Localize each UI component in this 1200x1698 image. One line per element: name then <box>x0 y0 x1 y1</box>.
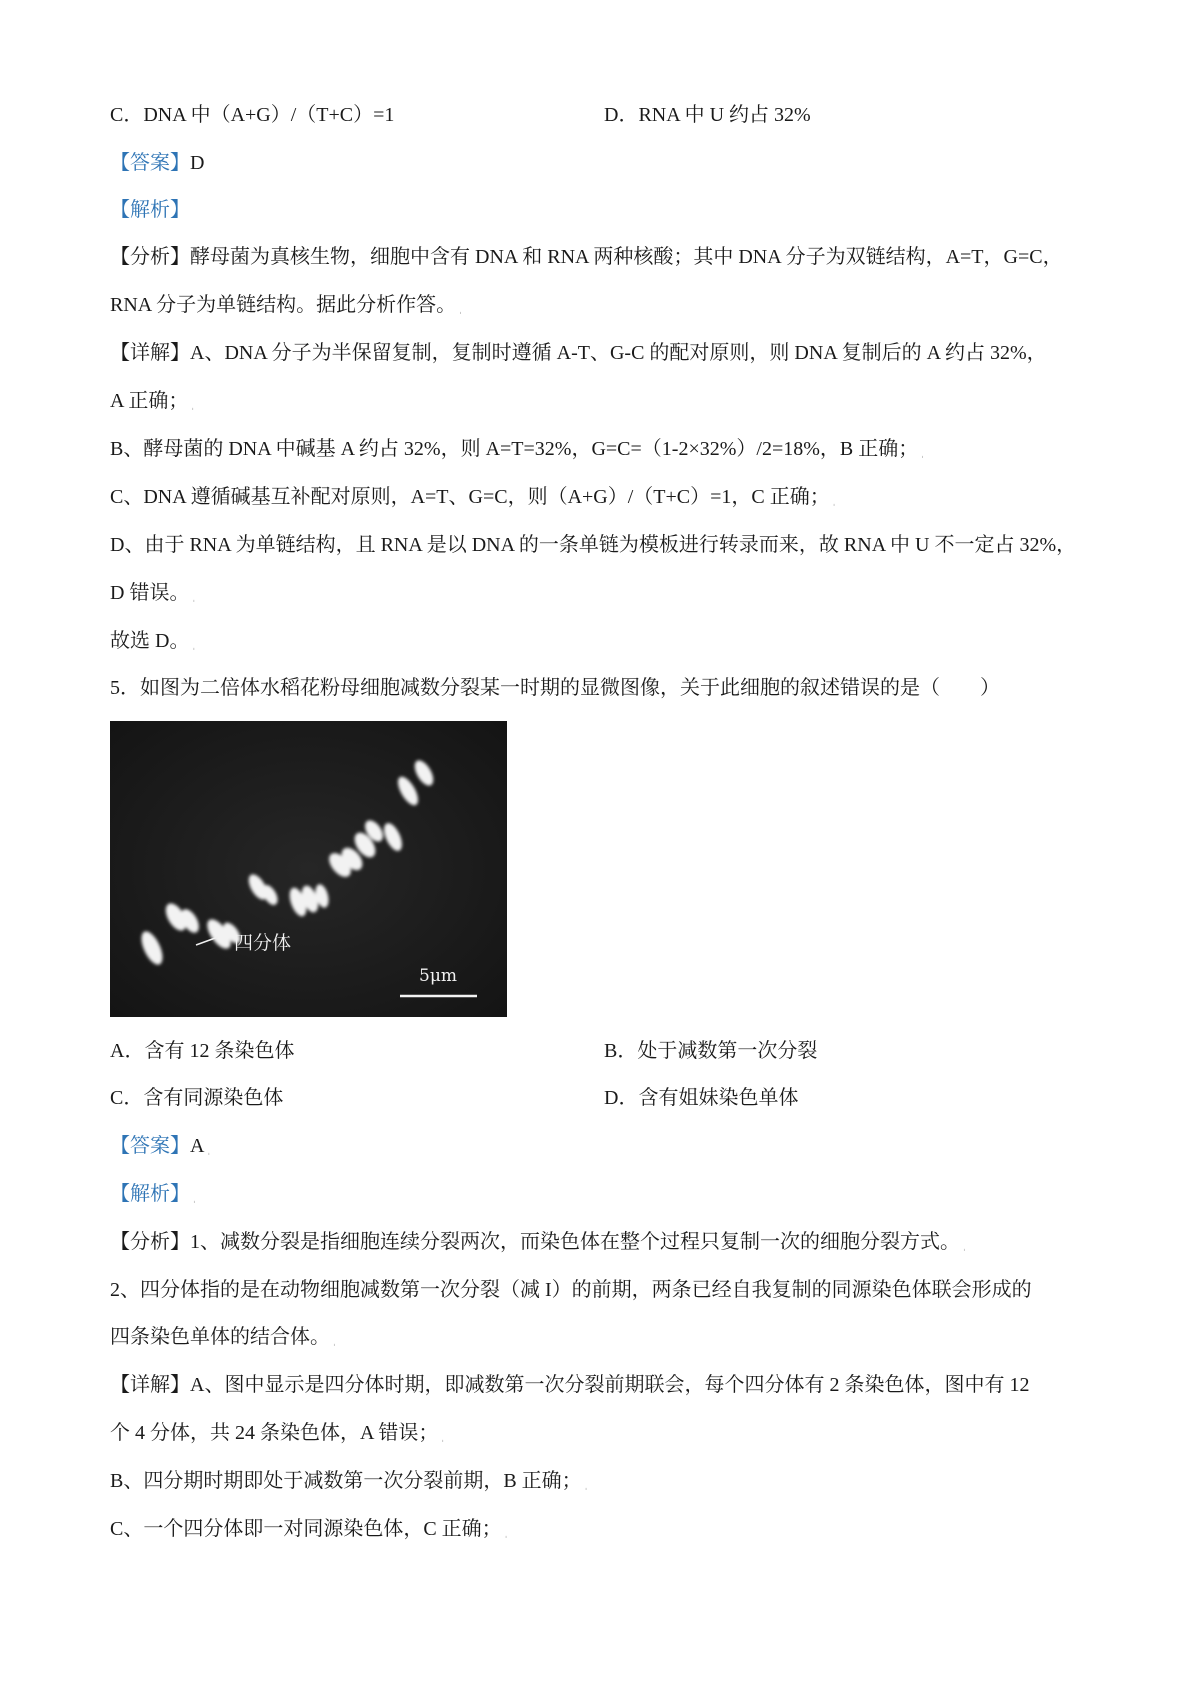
answer-value: D <box>190 152 205 174</box>
q4-xiangjie-line2 <box>110 387 1100 418</box>
xiangjie-tag: 【详解】 <box>110 342 190 364</box>
q5-point2-line2 <box>110 1323 1100 1354</box>
paragraph-mark: ˌ <box>458 300 463 315</box>
fenxi-text-cont: RNA 分子为单链结构。据此分析作答。 <box>110 294 457 316</box>
q4-option-c: C．DNA 中（A+G）/（T+C）=1 <box>110 104 395 126</box>
paragraph-mark: ˌ <box>190 396 196 411</box>
paragraph-mark: ˌ <box>191 588 197 603</box>
conclusion-text: 故选 D。 <box>110 630 190 652</box>
q5-option-c: C．含有同源染色体 <box>110 1087 284 1109</box>
scale-label: 5μm <box>419 966 457 986</box>
xiangjie-text-cont: A 正确； <box>110 390 189 412</box>
paragraph-mark: ˌ <box>831 492 837 507</box>
q4-answer <box>110 149 1100 177</box>
paragraph-mark: ˌ <box>503 1524 509 1539</box>
q4-option-d: D．RNA 中 U 约占 32% <box>604 104 811 126</box>
q5-option-b: B．处于减数第一次分裂 <box>604 1040 818 1062</box>
xiangjie-tag: 【详解】 <box>110 1374 190 1396</box>
xiangjie-text: A、DNA 分子为半保留复制，复制时遵循 A-T、G-C 的配对原则，则 DNA 复制后的 A 约占 32%， <box>190 342 1047 364</box>
fenxi-text: 1、减数分裂是指细胞连续分裂两次，而染色体在整个过程只复制一次的细胞分裂方式。 <box>190 1231 960 1253</box>
paragraph-mark: ˌ <box>192 1189 197 1204</box>
b-text: B、酵母菌的 DNA 中碱基 A 约占 32%，则 A=T=32%，G=C=（1-2×32%）/2=18%，B 正确； <box>110 438 919 460</box>
q4-c-line <box>110 483 1100 514</box>
q4-fenxi-line1 <box>110 243 1100 271</box>
q5-analysis-tag <box>110 1180 1100 1211</box>
paragraph-mark: ˌ <box>440 1428 446 1443</box>
answer-value: A <box>190 1135 205 1157</box>
q5-c-line <box>110 1515 1100 1546</box>
paragraph-mark: ˌ <box>920 444 925 459</box>
fenxi-text: 酵母菌为真核生物，细胞中含有 DNA 和 RNA 两种核酸；其中 DNA 分子为双链结构，A=T，G=C， <box>190 246 1063 268</box>
paragraph-mark: ˌ <box>583 1476 589 1491</box>
q5-option-d: D．含有姐妹染色单体 <box>604 1087 799 1109</box>
c-text: C、一个四分体即一对同源染色体，C 正确； <box>110 1518 502 1540</box>
fenxi-tag: 【分析】 <box>110 1231 190 1253</box>
answer-tag: 【答案】 <box>110 152 190 174</box>
q4-conclusion <box>110 627 1100 658</box>
b-text: B、四分期时期即处于减数第一次分裂前期，B 正确； <box>110 1470 582 1492</box>
q5-fenxi-line1 <box>110 1228 1100 1259</box>
xiangjie-text: A、图中显示是四分体时期，即减数第一次分裂前期联会，每个四分体有 2 条染色体，图中有 12 <box>190 1374 1030 1396</box>
q5-option-a: A．含有 12 条染色体 <box>110 1040 295 1062</box>
paragraph-mark: ˌ <box>332 1332 337 1347</box>
c-text: C、DNA 遵循碱基互补配对原则，A=T、G=C，则（A+G）/（T+C）=1，C 正确； <box>110 486 830 508</box>
q5-answer <box>110 1132 1100 1163</box>
q4-fenxi-line2 <box>110 291 1100 322</box>
micrograph-figure <box>110 721 507 1017</box>
d-text-cont: D 错误。 <box>110 582 190 604</box>
q4-xiangjie-line1 <box>110 339 1100 367</box>
q5-xiangjie-line1 <box>110 1371 1100 1399</box>
tetrad-label: 四分体 <box>234 932 292 954</box>
answer-tag: 【答案】 <box>110 1135 190 1157</box>
q5-stem: 5．如图为二倍体水稻花粉母细胞减数分裂某一时期的显微图像，关于此细胞的叙述错误的是（ ） <box>110 677 1000 699</box>
fenxi-tag: 【分析】 <box>110 246 190 268</box>
point2-text-cont: 四条染色单体的结合体。 <box>110 1326 330 1348</box>
q5-xiangjie-line2 <box>110 1419 1100 1450</box>
xiangjie-text-cont: 个 4 分体，共 24 条染色体，A 错误； <box>110 1422 439 1444</box>
q5-b-line <box>110 1467 1100 1498</box>
q4-d-line2 <box>110 579 1100 610</box>
q4-d-line1: D、由于 RNA 为单链结构，且 RNA 是以 DNA 的一条单链为模板进行转录而来，故 RNA 中 U 不一定占 32%， <box>110 534 1077 556</box>
analysis-tag: 【解析】 <box>110 1183 190 1205</box>
paragraph-mark: ˌ <box>206 1141 212 1156</box>
q5-point2-line1: 2、四分体指的是在动物细胞减数第一次分裂（减 I）的前期，两条已经自我复制的同源染色体联会形成的 <box>110 1279 1032 1301</box>
paragraph-mark: ˌ <box>962 1237 967 1252</box>
paragraph-mark: ˌ <box>191 636 197 651</box>
q4-analysis-tag: 【解析】 <box>110 199 190 221</box>
q4-b-line <box>110 435 1100 466</box>
